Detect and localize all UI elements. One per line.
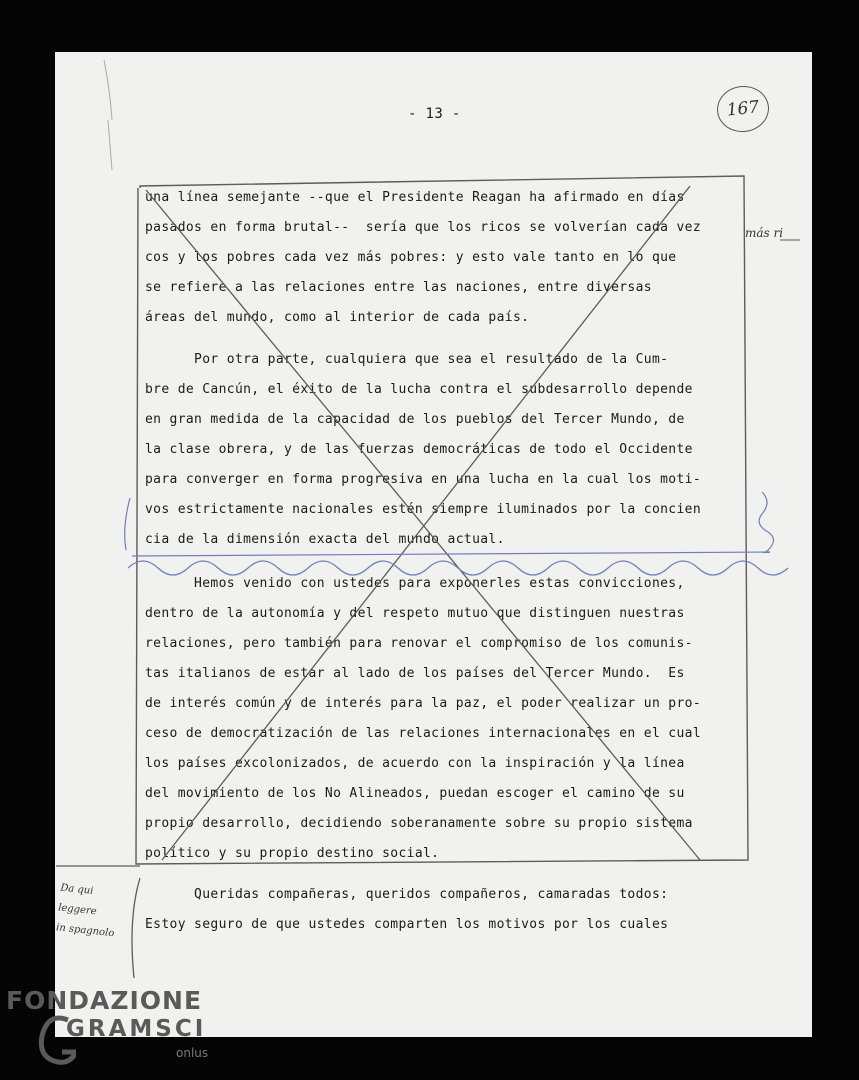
text-line: áreas del mundo, como al interior de cada país. [145,310,530,325]
text-line: cia de la dimensión exacta del mundo actual. [145,532,505,547]
handwritten-note [55,879,131,946]
note-line: in spagnolo [55,922,115,940]
text-line: para converger en forma progresiva en una lucha en la cual los moti- [145,472,702,487]
archive-number-stamp: 167 [715,83,772,134]
cross-out-stroke [162,186,690,860]
note-line: leggere [57,902,98,918]
text-line: una línea semejante --que el Presidente Reagan ha afirmado en días [145,190,685,205]
pencil-box-outline [136,176,748,864]
blue-straight-line [132,552,770,556]
text-line: Queridas compañeras, queridos compañeros, camaradas todos: [145,887,669,902]
text-line: tas italianos de estar al lado de los países del Tercer Mundo. Es [145,666,685,681]
blue-margin-mark [125,498,130,550]
watermark-logo [6,986,246,1076]
text-line: cos y los pobres cada vez más pobres: y esto vale tanto en lo que [145,250,677,265]
watermark-line: onlus [176,1046,209,1060]
marginal-annotation: más ri [745,226,784,240]
watermark-line: GRAMSCI [66,1016,207,1042]
text-line: se refiere a las relaciones entre las naciones, entre diversas [145,280,652,295]
text-line: vos estrictamente nacionales estén siempre iluminados por la concien [145,502,702,517]
text-line: del movimiento de los No Alineados, puedan escoger el camino de su [145,786,685,801]
text-line: ceso de democratización de las relaciones internacionales en el cual [145,726,702,741]
pencil-margin-mark [759,492,773,552]
text-line: propio desarrollo, decidiendo soberanamente sobre su propio sistema [145,816,693,831]
text-line: los países excolonizados, de acuerdo con la inspiración y la línea [145,756,685,771]
watermark-line: FONDAZIONE [6,986,203,1015]
text-line: político y su propio destino social. [145,846,440,861]
text-line: pasados en forma brutal-- sería que los ricos se volverían cada vez [145,220,702,235]
text-line: Por otra parte, cualquiera que sea el resultado de la Cum- [145,352,669,367]
text-line: bre de Cancún, el éxito de la lucha contra el subdesarrollo depende [145,382,693,397]
note-line: Da qui [59,882,94,897]
blue-wavy-line [128,561,788,575]
text-line: dentro de la autonomía y del respeto mutuo que distinguen nuestras [145,606,685,621]
pencil-bracket [132,878,140,978]
text-line: Estoy seguro de que ustedes comparten los motivos por los cuales [145,917,669,932]
text-line: en gran medida de la capacidad de los pueblos del Tercer Mundo, de [145,412,685,427]
cross-out-stroke [146,190,700,860]
page-number: - 13 - [408,106,461,122]
text-line: la clase obrera, y de las fuerzas democráticas de todo el Occidente [145,442,693,457]
text-line: de interés común y de interés para la paz, el poder realizar un pro- [145,696,702,711]
pencil-margin-mark [104,60,112,170]
text-line: relaciones, pero también para renovar el compromiso de los comunis- [145,636,693,651]
text-line: Hemos venido con ustedes para exponerles estas convicciones, [145,576,685,591]
